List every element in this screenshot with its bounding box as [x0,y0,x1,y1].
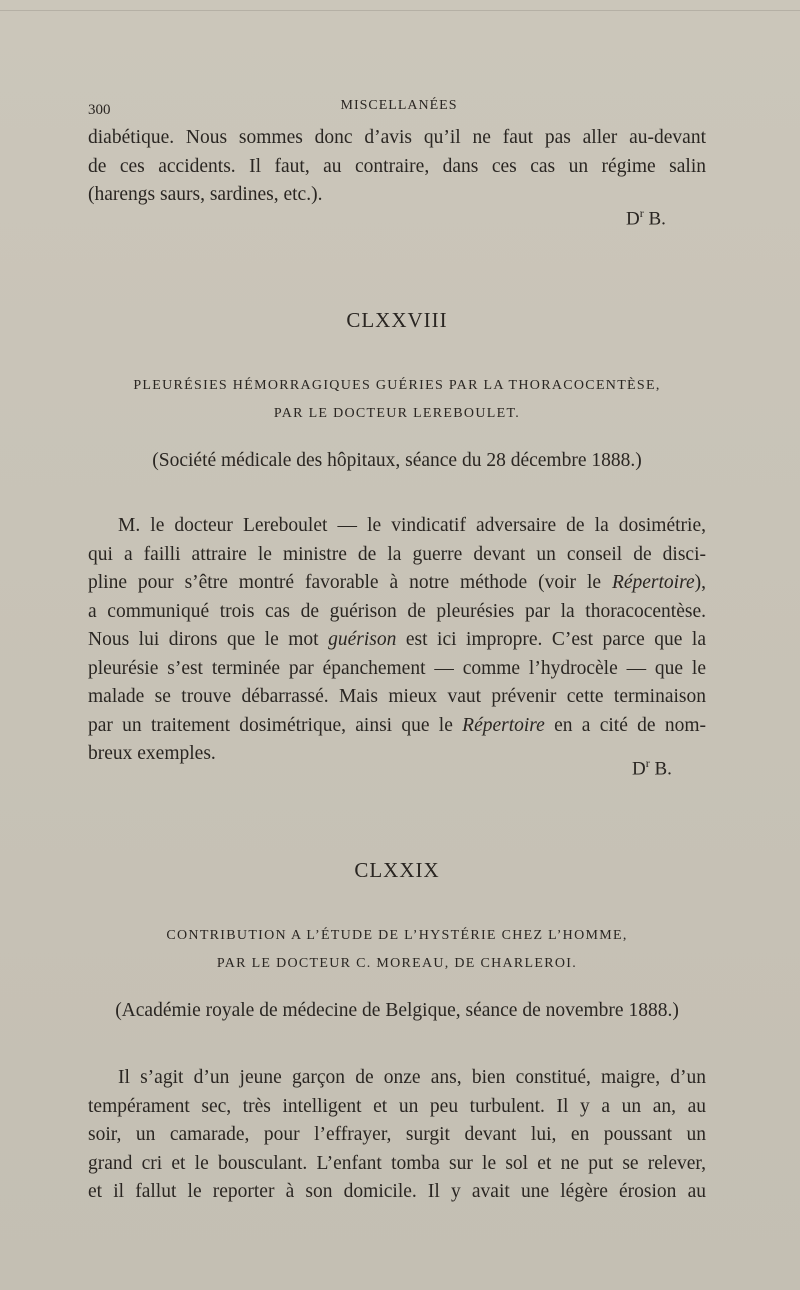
article-title-line: PAR LE DOCTEUR LEREBOULET. [273,406,521,421]
text-line: par un traitement dosimétrique, ainsi que le Répertoire en a cité de nom- [88,714,706,736]
text-line: M. le docteur Lereboulet — le vindicatif adversaire de la dosimétrie, [118,515,706,536]
continued-paragraph [88,124,706,210]
text-line: et il fallut le reporter à son domicile. Il y avait une légère érosion au [88,1181,706,1202]
text-line: Nous lui dirons que le mot guérison est ici impropre. C’est parce que la [88,629,706,650]
page-number: 300 [88,102,111,118]
article-title-line: PAR LE DOCTEUR C. MOREAU, DE CHARLEROI. [216,956,578,971]
article-paragraph [88,1064,706,1207]
article-title-line: PLEURÉSIES HÉMORRAGIQUES GUÉRIES PAR LA THORACOCENTÈSE, [133,378,661,393]
italic-word: guérison [328,629,397,650]
text-line: tempérament sec, très intelligent et un peu turbulent. Il y a un an, au [88,1095,706,1117]
text-line: a communiqué trois cas de guérison de pleurésies par la thoracocentèse. [88,600,706,622]
italic-reference: Répertoire [611,572,695,593]
text-line: malade se trouve débarrassé. Mais mieux vaut prévenir cette terminaison [88,686,706,707]
article-number: CLXXIX [354,858,440,882]
text-line: pleurésie s’est terminée par épanchement — comme l’hydrocèle — que le [88,657,706,679]
text-line: breux exemples. [88,743,216,764]
article-title-line: CONTRIBUTION A L’ÉTUDE DE L’HYSTÉRIE CHEZ L’HOMME, [166,928,628,943]
running-title: MISCELLANÉES [340,98,458,113]
page-edge [0,0,800,11]
italic-reference: Répertoire [462,714,545,736]
article-title [88,372,706,428]
text-line: pline pour s’être montré favorable à notre méthode (voir le Répertoire), [88,572,706,593]
signature: $D^r$ B. [632,756,672,780]
text-line: soir, un camarade, pour l’effrayer, surgit devant lui, en poussant un [88,1124,706,1145]
text-line: de ces accidents. Il faut, au contraire, dans ces cas un régime salin [88,155,706,177]
article-title [88,922,706,978]
article-source: (Académie royale de médecine de Belgique, séance de novembre 1888.) [115,1000,679,1021]
text-line: grand cri et le bousculant. L’enfant tomba sur le sol et ne put se relever, [88,1152,706,1174]
text-line: diabétique. Nous sommes donc d’avis qu’il ne faut pas aller au-devant [88,127,706,148]
text-line: (harengs saurs, sardines, etc.). [88,184,323,205]
article-paragraph [88,512,706,769]
text-line: qui a failli attraire le ministre de la guerre devant un conseil de disci- [88,543,706,565]
text-line: Il s’agit d’un jeune garçon de onze ans, bien constitué, maigre, d’un [118,1067,706,1088]
running-header [88,98,710,118]
article-number: CLXXVIII [346,308,448,332]
article-source: (Société médicale des hôpitaux, séance du 28 décembre 1888.) [152,450,642,471]
signature: $D^r$ B. [626,206,666,230]
